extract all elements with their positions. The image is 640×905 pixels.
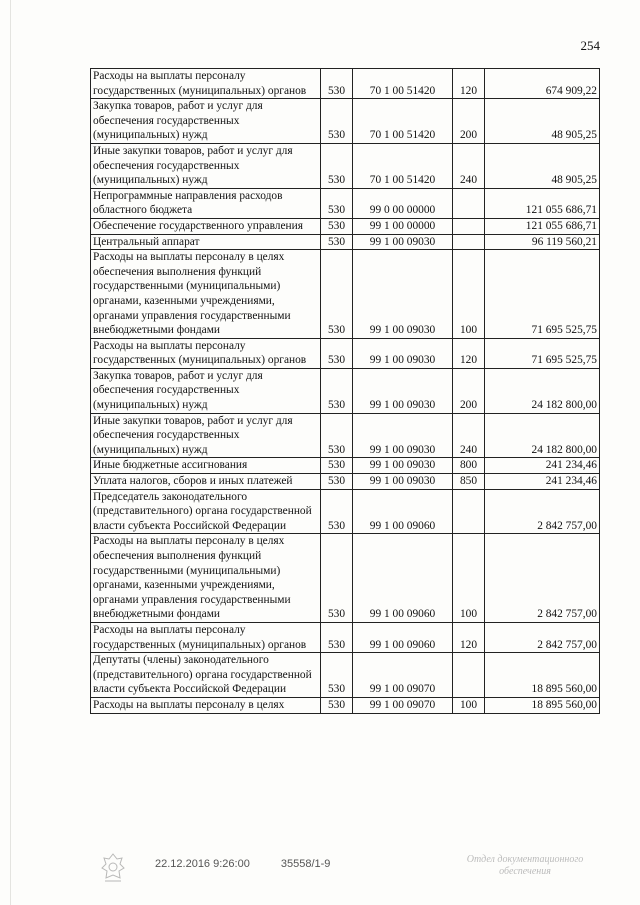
row-expense-type: 100: [453, 697, 485, 713]
row-ministry-code: 530: [321, 697, 353, 713]
row-name: Расходы на выплаты персоналу в целях обеспечения выполнения функций государственными (муниципальными) органами, казенными учреждениями, органами управления государственными внебюджетными фондами: [91, 250, 321, 339]
footer-stamp: [155, 858, 358, 870]
row-ministry-code: 530: [321, 489, 353, 534]
row-ministry-code: 530: [321, 218, 353, 234]
table-row: [91, 99, 600, 144]
row-target-code: 99 1 00 09070: [353, 653, 453, 698]
row-expense-type: 240: [453, 143, 485, 188]
row-amount: 241 234,46: [485, 458, 600, 474]
row-target-code: 99 1 00 09030: [353, 338, 453, 368]
row-target-code: 99 1 00 09030: [353, 413, 453, 458]
row-amount: 241 234,46: [485, 474, 600, 490]
row-ministry-code: 530: [321, 474, 353, 490]
row-amount: 2 842 757,00: [485, 489, 600, 534]
table-row: [91, 474, 600, 490]
table-row: [91, 697, 600, 713]
row-amount: 2 842 757,00: [485, 622, 600, 652]
row-amount: 674 909,22: [485, 69, 600, 99]
row-target-code: 99 1 00 00000: [353, 218, 453, 234]
row-name: Расходы на выплаты персоналу государственных (муниципальных) органов: [91, 622, 321, 652]
row-ministry-code: 530: [321, 534, 353, 623]
row-target-code: 99 1 00 09060: [353, 489, 453, 534]
row-name: Закупка товаров, работ и услуг для обеспечения государственных (муниципальных) нужд: [91, 368, 321, 413]
table-row: [91, 250, 600, 339]
row-expense-type: 100: [453, 534, 485, 623]
row-target-code: 99 1 00 09070: [353, 697, 453, 713]
table-row: [91, 368, 600, 413]
budget-table: [90, 68, 600, 714]
row-target-code: 70 1 00 51420: [353, 99, 453, 144]
table-row: [91, 69, 600, 99]
row-target-code: 99 0 00 00000: [353, 188, 453, 218]
row-ministry-code: 530: [321, 234, 353, 250]
row-target-code: 99 1 00 09060: [353, 622, 453, 652]
row-amount: 24 182 800,00: [485, 368, 600, 413]
row-amount: 2 842 757,00: [485, 534, 600, 623]
row-amount: 48 905,25: [485, 143, 600, 188]
coat-of-arms-stamp-icon: [100, 852, 126, 884]
row-expense-type: [453, 234, 485, 250]
row-ministry-code: 530: [321, 99, 353, 144]
row-name: Расходы на выплаты персоналу в целях: [91, 697, 321, 713]
row-expense-type: [453, 489, 485, 534]
row-amount: 121 055 686,71: [485, 188, 600, 218]
row-name: Закупка товаров, работ и услуг для обеспечения государственных (муниципальных) нужд: [91, 99, 321, 144]
table-row: [91, 413, 600, 458]
row-target-code: 99 1 00 09030: [353, 250, 453, 339]
row-target-code: 99 1 00 09030: [353, 458, 453, 474]
row-expense-type: 120: [453, 622, 485, 652]
table-row: [91, 534, 600, 623]
row-expense-type: [453, 188, 485, 218]
table-row: [91, 143, 600, 188]
row-name: Расходы на выплаты персоналу государственных (муниципальных) органов: [91, 69, 321, 99]
row-expense-type: 800: [453, 458, 485, 474]
footer-datetime: 22.12.2016 9:26:00: [155, 858, 250, 870]
row-target-code: 99 1 00 09030: [353, 474, 453, 490]
row-expense-type: [453, 653, 485, 698]
row-name: Иные закупки товаров, работ и услуг для обеспечения государственных (муниципальных) нужд: [91, 413, 321, 458]
table-row: [91, 218, 600, 234]
row-ministry-code: 530: [321, 250, 353, 339]
row-target-code: 99 1 00 09060: [353, 534, 453, 623]
row-target-code: 70 1 00 51420: [353, 69, 453, 99]
row-ministry-code: 530: [321, 368, 353, 413]
row-expense-type: 120: [453, 338, 485, 368]
row-name: Иные бюджетные ассигнования: [91, 458, 321, 474]
row-amount: 18 895 560,00: [485, 653, 600, 698]
row-amount: 71 695 525,75: [485, 250, 600, 339]
row-ministry-code: 530: [321, 413, 353, 458]
row-target-code: 99 1 00 09030: [353, 234, 453, 250]
row-name: Иные закупки товаров, работ и услуг для обеспечения государственных (муниципальных) нужд: [91, 143, 321, 188]
table-row: [91, 234, 600, 250]
row-name: Расходы на выплаты персоналу государственных (муниципальных) органов: [91, 338, 321, 368]
page-number: 254: [580, 38, 600, 53]
row-ministry-code: 530: [321, 338, 353, 368]
row-name: Расходы на выплаты персоналу в целях обеспечения выполнения функций государственными (муниципальными) органами, казенными учреждениями, органами управления государственными внебюджетными фондами: [91, 534, 321, 623]
row-ministry-code: 530: [321, 622, 353, 652]
table-row: [91, 188, 600, 218]
row-expense-type: 200: [453, 99, 485, 144]
row-expense-type: [453, 218, 485, 234]
row-name: Обеспечение государственного управления: [91, 218, 321, 234]
table-row: [91, 458, 600, 474]
row-name: Непрограммные направления расходов областного бюджета: [91, 188, 321, 218]
row-amount: 24 182 800,00: [485, 413, 600, 458]
row-name: Уплата налогов, сборов и иных платежей: [91, 474, 321, 490]
row-expense-type: 100: [453, 250, 485, 339]
row-expense-type: 850: [453, 474, 485, 490]
row-target-code: 99 1 00 09030: [353, 368, 453, 413]
row-ministry-code: 530: [321, 69, 353, 99]
row-amount: 18 895 560,00: [485, 697, 600, 713]
footer-doc-number: 35558/1-9: [280, 858, 331, 870]
row-amount: 71 695 525,75: [485, 338, 600, 368]
row-amount: 48 905,25: [485, 99, 600, 144]
row-ministry-code: 530: [321, 653, 353, 698]
row-expense-type: 200: [453, 368, 485, 413]
row-ministry-code: 530: [321, 143, 353, 188]
table-row: [91, 489, 600, 534]
row-expense-type: 120: [453, 69, 485, 99]
row-name: Депутаты (члены) законодательного (представительного) органа государственной власти субъекта Российской Федерации: [91, 653, 321, 698]
row-expense-type: 240: [453, 413, 485, 458]
scan-edge-line: [10, 0, 11, 905]
row-ministry-code: 530: [321, 458, 353, 474]
row-amount: 96 119 560,21: [485, 234, 600, 250]
watermark-text: Отдел документационного обеспечения: [466, 854, 584, 877]
row-name: Председатель законодательного (представительного) органа государственной власти субъекта Российской Федерации: [91, 489, 321, 534]
row-amount: 121 055 686,71: [485, 218, 600, 234]
row-target-code: 70 1 00 51420: [353, 143, 453, 188]
row-ministry-code: 530: [321, 188, 353, 218]
table-row: [91, 653, 600, 698]
row-name: Центральный аппарат: [91, 234, 321, 250]
table-row: [91, 622, 600, 652]
table-row: [91, 338, 600, 368]
